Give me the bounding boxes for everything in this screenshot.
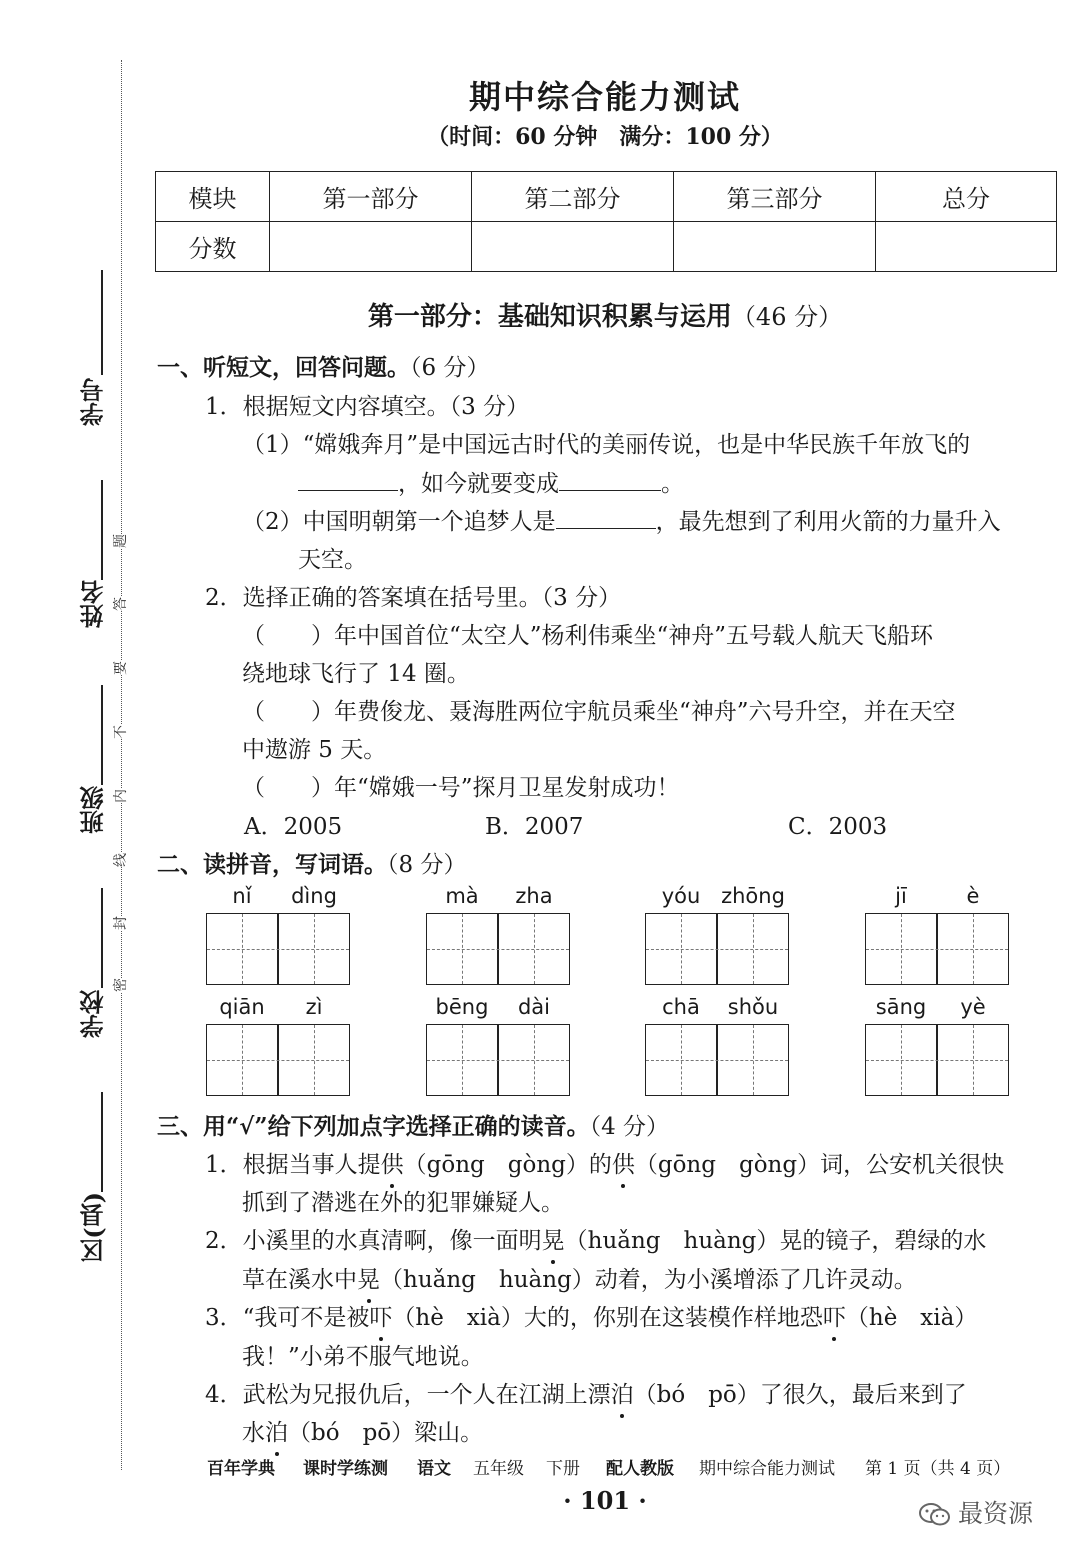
score-header-cell: 第三部分 xyxy=(674,172,876,222)
dotted-char: 吓 xyxy=(369,1299,392,1332)
q1-heading-text: 一、听短文，回答问题。 xyxy=(157,354,410,381)
q1-points: （6 分） xyxy=(410,355,490,381)
option-c: C．2003 xyxy=(788,814,888,840)
score-cell[interactable] xyxy=(472,222,674,272)
writing-grid[interactable] xyxy=(865,913,1009,985)
q2-heading xyxy=(157,846,466,879)
q1-sub2: 2．选择正确的答案填在括号里。（3 分） xyxy=(205,585,622,611)
page-title: 期中综合能力测试 xyxy=(468,78,741,116)
pinyin: chā xyxy=(662,995,700,1019)
footer-edition-text: 配人教版 xyxy=(606,1459,674,1479)
class-line xyxy=(101,685,103,785)
writing-grid[interactable] xyxy=(206,913,350,985)
text: （2）中国明朝第一个追梦人是 xyxy=(242,509,556,535)
score-header-cell: 总分 xyxy=(876,172,1057,222)
seal-char: 要 xyxy=(113,661,129,675)
text: 。 xyxy=(661,471,684,497)
watermark-text: 最资源 xyxy=(958,1499,1034,1528)
watermark xyxy=(918,1494,1033,1530)
option-a: A．2005 xyxy=(244,814,343,840)
q3-s1-line2: 抓到了潜逃在外的犯罪嫌疑人。 xyxy=(242,1190,564,1216)
q3-points: （4 分） xyxy=(589,1114,670,1140)
school-label: 学校 xyxy=(79,990,108,1038)
footer-edition xyxy=(606,1454,674,1479)
name-line xyxy=(101,480,103,580)
class-label: 班级 xyxy=(79,786,108,834)
text: （hè xià） xyxy=(845,1305,978,1331)
dotted-char: 吓 xyxy=(823,1299,846,1332)
footer-series-text: 课时学练测 xyxy=(303,1459,388,1479)
district-line xyxy=(101,1092,103,1192)
pinyin: dài xyxy=(517,995,551,1019)
score-row-label: 分数 xyxy=(156,222,270,272)
score-cell[interactable] xyxy=(876,222,1057,272)
name-label: 姓名 xyxy=(79,580,108,628)
student-id-label: 学号 xyxy=(79,378,108,426)
part1-title xyxy=(0,296,1080,333)
seal-char: 题 xyxy=(113,534,129,548)
pinyin: yè xyxy=(960,995,986,1019)
score-header-cell: 第一部分 xyxy=(270,172,472,222)
q3-heading-text: 三、用“√”给下列加点字选择正确的读音。 xyxy=(157,1113,590,1140)
score-header-cell: 第二部分 xyxy=(472,172,674,222)
text: 2．小溪里的水真清啊，像一面明 xyxy=(205,1228,542,1254)
text: ，如今就要变成 xyxy=(398,471,559,497)
dotted-char: 供 xyxy=(612,1146,635,1179)
school-line xyxy=(101,888,103,988)
score-cell[interactable] xyxy=(270,222,472,272)
q3-s4-line1 xyxy=(205,1376,967,1409)
text: （hè xià）大的，你别在这装模作样地恐 xyxy=(392,1305,823,1331)
footer-volume: 下册 xyxy=(546,1459,580,1479)
footer-series xyxy=(303,1454,388,1479)
dotted-char: 泊 xyxy=(265,1414,288,1447)
q3-s2-line1 xyxy=(205,1222,986,1255)
score-table xyxy=(155,171,1057,272)
q1-sub2-line2b: 中遨游 5 天。 xyxy=(242,737,387,763)
q2-points: （8 分） xyxy=(387,852,467,878)
part1-title-text: 第一部分：基础知识积累与运用 xyxy=(367,302,732,332)
q1-sub1-1-line1: （1）“嫦娥奔月”是中国远古时代的美丽传说，也是中华民族千年放飞的 xyxy=(242,432,971,458)
q3-s2-line2 xyxy=(242,1261,917,1294)
pinyin: mà xyxy=(445,884,479,908)
pinyin: qiān xyxy=(219,995,265,1019)
answer-blank[interactable] xyxy=(298,468,398,491)
q3-s3-line2: 我！”小弟不服气地说。 xyxy=(242,1344,484,1370)
q1-sub2-line1b: 绕地球飞行了 14 圈。 xyxy=(242,661,470,687)
text: （gōng gòng）词，公安机关很快 xyxy=(634,1152,1005,1178)
pinyin: shǒu xyxy=(727,995,779,1019)
pinyin: jī xyxy=(895,884,907,908)
q1-sub2-line3: （ ）年“嫦娥一号”探月卫星发射成功！ xyxy=(242,775,680,801)
writing-grid[interactable] xyxy=(426,1024,570,1096)
pinyin: zì xyxy=(305,995,323,1019)
writing-grid[interactable] xyxy=(645,1024,789,1096)
footer-grade: 五年级 xyxy=(473,1459,524,1479)
seal-char: 密 xyxy=(113,978,129,992)
answer-blank[interactable] xyxy=(556,506,656,529)
text: 水 xyxy=(242,1420,265,1446)
q1-sub1-2-line1 xyxy=(242,503,1001,536)
footer-subject xyxy=(417,1454,451,1479)
pinyin: bēng xyxy=(435,995,489,1019)
pinyin: dìng xyxy=(291,884,337,908)
answer-blank[interactable] xyxy=(559,468,661,491)
binding-dotted-line xyxy=(121,60,122,1470)
district-label: 区(县) xyxy=(79,1192,108,1263)
score-cell[interactable] xyxy=(674,222,876,272)
seal-char: 答 xyxy=(113,597,129,611)
q2-heading-text: 二、读拼音，写词语。 xyxy=(157,851,387,878)
text: （bó pō）了很久，最后来到了 xyxy=(633,1382,967,1408)
seal-char: 线 xyxy=(113,853,129,867)
part1-points: （46 分） xyxy=(731,303,843,331)
text: 1．根据当事人提 xyxy=(205,1152,381,1178)
q3-heading xyxy=(157,1108,669,1141)
text: （gōng gòng）的 xyxy=(403,1152,612,1178)
q1-sub1-1-line2 xyxy=(298,465,684,498)
footer-brand-text: 百年学典 xyxy=(207,1459,275,1479)
pinyin: nǐ xyxy=(232,884,252,908)
writing-grid[interactable] xyxy=(426,913,570,985)
q3-s4-line2 xyxy=(242,1414,483,1447)
text: （huǎng huàng）动着，为小溪增添了几许灵动。 xyxy=(380,1267,917,1293)
text: （huǎng huàng）晃的镜子，碧绿的水 xyxy=(564,1228,987,1254)
writing-grid[interactable] xyxy=(865,1024,1009,1096)
q3-s1-line1 xyxy=(205,1146,1004,1179)
seal-char: 内 xyxy=(113,789,129,803)
dotted-char: 晃 xyxy=(542,1222,565,1255)
seal-char: 不 xyxy=(113,725,129,739)
text: ，最先想到了利用火箭的力量升入 xyxy=(655,509,1001,535)
wechat-icon xyxy=(918,1502,952,1528)
pinyin: zhōng xyxy=(721,884,785,908)
pinyin: sāng xyxy=(875,995,927,1019)
q1-sub2-line2a: （ ）年费俊龙、聂海胜两位宇航员乘坐“神舟”六号升空，并在天空 xyxy=(242,699,956,725)
text: 3．“我可不是被 xyxy=(205,1305,370,1331)
q1-sub1-2-line2: 天空。 xyxy=(298,547,367,573)
pinyin: zha xyxy=(515,884,553,908)
score-header-cell: 模块 xyxy=(156,172,270,222)
page-subtitle: （时间：60 分钟 满分：100 分） xyxy=(427,124,783,150)
dotted-char: 供 xyxy=(381,1146,404,1179)
text: 4．武松为兄报仇后，一个人在江湖上漂 xyxy=(205,1382,611,1408)
writing-grid[interactable] xyxy=(206,1024,350,1096)
pinyin: yóu xyxy=(661,884,701,908)
seal-char: 封 xyxy=(113,916,129,930)
page-number: · 101 · xyxy=(563,1486,647,1515)
footer-test-name: 期中综合能力测试 xyxy=(699,1459,835,1479)
text: 草在溪水中 xyxy=(242,1267,357,1293)
dotted-char: 晃 xyxy=(357,1261,380,1294)
dotted-char: 泊 xyxy=(611,1376,634,1409)
q1-heading xyxy=(157,349,489,382)
pinyin: è xyxy=(966,884,980,908)
writing-grid[interactable] xyxy=(645,913,789,985)
footer-brand xyxy=(207,1454,275,1479)
q1-sub1: 1．根据短文内容填空。（3 分） xyxy=(205,394,530,420)
text: （bó pō）梁山。 xyxy=(288,1420,484,1446)
q3-s3-line1 xyxy=(205,1299,977,1332)
footer-page-info: 第 1 页（共 4 页） xyxy=(865,1459,1011,1479)
q1-sub2-line1a: （ ）年中国首位“太空人”杨利伟乘坐“神舟”五号载人航天飞船环 xyxy=(242,623,934,649)
footer-subject-text: 语文 xyxy=(417,1459,451,1479)
option-b: B．2007 xyxy=(485,814,584,840)
